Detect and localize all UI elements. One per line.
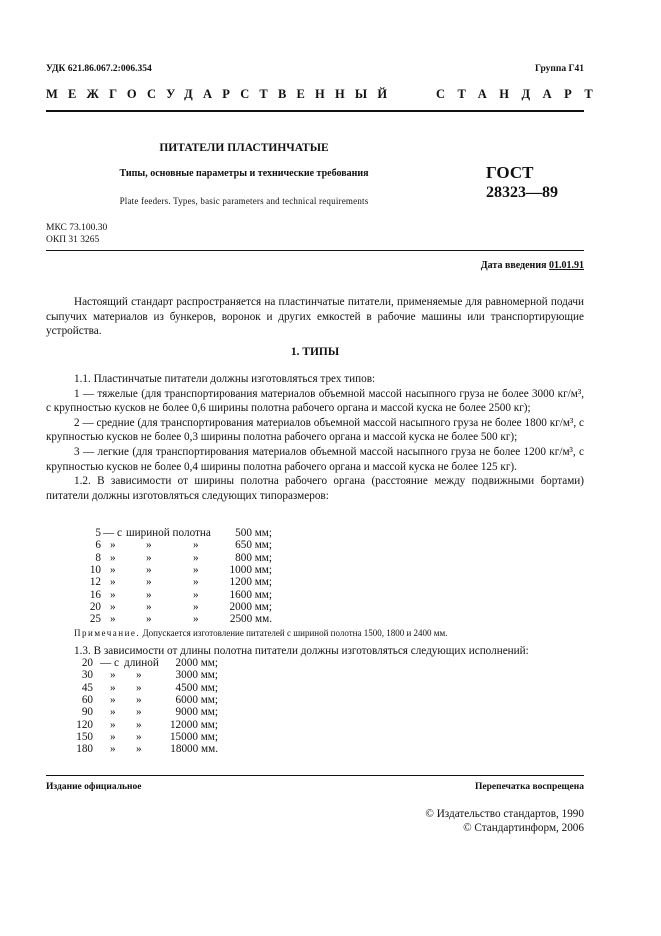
size-label: шириной полотна: [126, 527, 211, 539]
size-label: »: [146, 588, 152, 601]
size-number: 8: [95, 551, 101, 564]
length-value: 4500 мм;: [175, 681, 218, 694]
note-text: Допускается изготовление питателей с шириной полотна 1500, 1800 и 2400 мм.: [142, 628, 448, 638]
size-number: 6: [95, 539, 101, 552]
size-number: 25: [89, 613, 101, 626]
length-prefix: »: [110, 693, 116, 706]
size-prefix: »: [110, 563, 116, 576]
length-prefix: »: [110, 718, 116, 731]
length-prefix: »: [110, 706, 116, 719]
group-code: Группа Г41: [535, 64, 584, 74]
intro-date-label: Дата введения: [480, 260, 547, 271]
gost-number: 28323—89: [486, 184, 558, 201]
size-ditto: »: [193, 551, 199, 564]
length-label: »: [136, 718, 142, 731]
length-label: »: [136, 693, 142, 706]
okp-code: ОКП 31 3265: [46, 235, 100, 245]
size-value: 2500 мм.: [229, 613, 272, 626]
clause-1-2: 1.2. В зависимости от ширины полотна рабочего органа (расстояние между подвижными бортами) питатели должны изготовляться следующих типоразмеров:: [46, 475, 584, 502]
length-prefix: »: [110, 730, 116, 743]
type-heavy: 1 — тяжелые (для транспортирования материалов объемной массой насыпного груза не более 3000 кг/м³, с крупностью кусков не более 0,6 ширины полотна рабочего органа и массой куска не более 2500 кг);: [46, 387, 584, 415]
intro-date-value: 01.01.91: [549, 260, 584, 271]
length-label: »: [136, 669, 142, 682]
size-number: 5: [95, 527, 101, 539]
size-ditto: »: [193, 588, 199, 601]
size-value: 2000 мм;: [229, 600, 272, 613]
intro-date: [481, 260, 584, 271]
size-number: 16: [89, 588, 101, 601]
clause-1-1: 1.1. Пластинчатые питатели должны изготовляться трех типов:: [74, 373, 376, 385]
mks-code: МКС 73.100.30: [46, 223, 108, 233]
length-label: »: [136, 730, 142, 743]
copyright-1990: © Издательство стандартов, 1990: [425, 808, 584, 820]
note: [74, 628, 447, 638]
size-ditto: »: [193, 600, 199, 613]
length-value: 2000 мм;: [175, 657, 218, 669]
size-prefix: »: [110, 539, 116, 552]
footer-rule: [46, 775, 584, 776]
size-value: 500 мм;: [235, 527, 272, 539]
size-value: 1000 мм;: [229, 563, 272, 576]
size-number: 12: [89, 576, 101, 589]
length-label: »: [136, 743, 142, 756]
length-label: »: [136, 681, 142, 694]
section-heading: 1. ТИПЫ: [290, 346, 340, 358]
length-prefix: »: [110, 669, 116, 682]
size-label: »: [146, 600, 152, 613]
size-number: 10: [89, 563, 101, 576]
size-ditto: »: [193, 576, 199, 589]
length-number: 120: [76, 718, 93, 731]
document-title: ПИТАТЕЛИ ПЛАСТИНЧАТЫЕ: [159, 142, 329, 154]
size-number: 20: [89, 600, 101, 613]
length-prefix: »: [110, 743, 116, 756]
length-prefix: »: [110, 681, 116, 694]
size-prefix: »: [110, 588, 116, 601]
length-number: 150: [76, 730, 93, 743]
standard-label: СТАНДАРТ: [436, 87, 606, 101]
length-prefix: — с: [100, 657, 119, 669]
size-label: »: [146, 613, 152, 626]
length-number: 20: [81, 657, 93, 669]
length-number: 45: [81, 681, 93, 694]
type-medium: 2 — средние (для транспортирования материалов объемной массой насыпного груза не более 1800 кг/м³, с крупностью кусков не более 0,3 ширины полотна рабочего органа и массой куска не более 500 кг);: [46, 416, 584, 444]
size-value: 1200 мм;: [229, 576, 272, 589]
length-number: 180: [76, 743, 93, 756]
length-value: 18000 мм.: [170, 743, 218, 756]
length-value: 9000 мм;: [175, 706, 218, 719]
length-number: 30: [81, 669, 93, 682]
size-ditto: »: [193, 539, 199, 552]
english-title: Plate feeders. Types, basic parameters and technical requirements: [119, 196, 369, 206]
header-rule: [46, 110, 584, 112]
length-number: 90: [81, 706, 93, 719]
intro-text: Настоящий стандарт распространяется на пластинчатые питатели, применяемые для равномерной подачи сыпучих материалов из бункеров, воронок и других емкостей в рабочие машины или транспортирующие устройства.: [46, 296, 584, 338]
size-prefix: »: [110, 576, 116, 589]
note-label: Примечание.: [74, 628, 141, 638]
length-label: длиной: [124, 657, 159, 669]
size-prefix: »: [110, 600, 116, 613]
length-label: »: [136, 706, 142, 719]
length-value: 12000 мм;: [169, 718, 218, 731]
udk-code: УДК 621.86.067.2:006.354: [46, 64, 152, 74]
codes-rule: [46, 250, 584, 251]
document-subtitle: Типы, основные параметры и технические требования: [119, 168, 369, 179]
interstate-label: МЕЖГОСУДАРСТВЕННЫЙ: [46, 87, 398, 101]
reprint-prohibited: Перепечатка воспрещена: [474, 782, 584, 792]
size-label: »: [146, 576, 152, 589]
size-label: »: [146, 539, 152, 552]
gost-label: ГОСТ: [486, 163, 534, 182]
type-light: 3 — легкие (для транспортирования материалов объемной массой насыпного груза не более 1200 кг/м³, с крупностью кусков не более 0,4 ширины полотна рабочего органа и массой куска не более 125 кг).: [46, 445, 584, 473]
section-body: [46, 372, 584, 503]
size-prefix: »: [110, 551, 116, 564]
size-value: 650 мм;: [235, 539, 272, 552]
size-label: »: [146, 551, 152, 564]
size-value: 800 мм;: [235, 551, 272, 564]
length-number: 60: [81, 693, 93, 706]
clause-1-3: 1.3. В зависимости от длины полотна питатели должны изготовляться следующих исполнений:: [74, 645, 529, 657]
length-value: 15000 мм;: [169, 730, 218, 743]
size-prefix: »: [110, 613, 116, 626]
size-ditto: »: [193, 613, 199, 626]
size-ditto: »: [193, 563, 199, 576]
size-label: »: [146, 563, 152, 576]
size-value: 1600 мм;: [229, 588, 272, 601]
copyright-2006: © Стандартинформ, 2006: [463, 822, 584, 834]
length-value: 6000 мм;: [175, 693, 218, 706]
intro-paragraph: [46, 295, 584, 339]
official-edition: Издание официальное: [46, 782, 142, 792]
length-value: 3000 мм;: [175, 669, 218, 682]
size-prefix: — с: [103, 527, 122, 539]
